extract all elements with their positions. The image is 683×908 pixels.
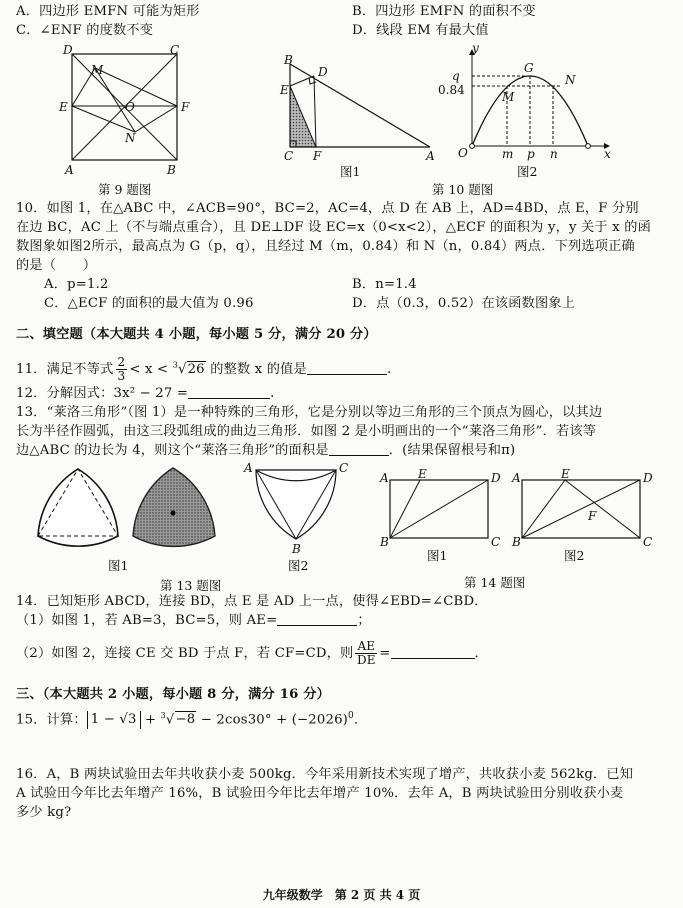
- fig14-2-caption: 图2: [564, 548, 585, 563]
- fig14-2-label-e: E: [561, 467, 570, 481]
- fig13-2-caption: 图2: [288, 558, 309, 573]
- fig10-2-label-o: O: [458, 146, 468, 160]
- fig10-1-label-f: F: [313, 149, 322, 163]
- figure-14-2: [510, 467, 653, 549]
- q9-option-a: A．四边形 EMFN 可能为矩形: [16, 4, 200, 19]
- page-footer: 九年级数学 第 2 页 共 4 页: [262, 888, 421, 902]
- q11-fraction: [116, 356, 128, 383]
- figure-13-1a: [20, 466, 120, 556]
- figure-10-2: [432, 41, 612, 164]
- fig14-1-label-e: E: [418, 467, 427, 481]
- fig10-1-label-e: E: [280, 83, 289, 97]
- fig14-caption: 第 14 题图: [464, 575, 526, 590]
- q10-line-4: 的是（ ）: [16, 258, 97, 273]
- q10-line-3: 数图象如图2所示，最高点为 G（p，q），且经过 M（m，0.84）和 N（n，0.84）两点．下列选项正确: [16, 239, 635, 254]
- fig14-1-label-a: A: [380, 471, 389, 485]
- q14-part-2: [16, 640, 488, 667]
- fig14-1-label-d: D: [491, 471, 501, 485]
- q11-suffix: 的整数 x 的值是: [210, 362, 307, 377]
- q14-part-2-end: ．: [474, 646, 488, 661]
- fig14-1-label-c: C: [491, 535, 501, 549]
- fig14-2-label-a: A: [512, 471, 521, 485]
- q10-option-d: D．点（0.3，0.52）在该函数图象上: [352, 296, 576, 311]
- q10-line-2: 在边 BC，AC 上（不与端点重合），且 DE⊥DF 设 EC=x（0<x<2），△ECF 的面积为 y，y 关于 x 的函: [16, 220, 652, 235]
- q11: 11．满足不等式 $\frac{2}{3}$ < x < $^3$√26 的整数 x 的值是 .: [16, 355, 392, 383]
- fig14-2-label-f: F: [588, 509, 597, 523]
- q13-line-3a: 边△ABC 的边长为 4，则这个“莱洛三角形”的面积是: [16, 443, 329, 458]
- q15-exponent: 0: [348, 711, 354, 721]
- fig10-1-label-c: C: [284, 149, 294, 163]
- fig10-caption: 第 10 题图: [432, 182, 494, 197]
- q14-part-1-text: （1）如图 1，若 AB=3，BC=5，则 AE=: [16, 613, 278, 628]
- fig13-2-label-c: C: [339, 461, 349, 475]
- q14-part-2-answer-blank[interactable]: [391, 645, 475, 659]
- fig14-2-label-d: D: [643, 471, 653, 485]
- fig10-2-label-m-axis: m: [502, 147, 514, 161]
- fig10-2-label-m: M: [502, 90, 515, 104]
- fig9-label-o: O: [125, 100, 135, 114]
- q11-answer-blank[interactable]: [307, 361, 387, 375]
- radical-icon: √: [165, 712, 175, 728]
- fig10-2-label-n: N: [565, 73, 576, 87]
- q14-fraction: [355, 640, 377, 667]
- q9-option-b: B．四边形 EMFN 的面积不变: [352, 4, 536, 19]
- fig13-1-caption: 图1: [108, 558, 129, 573]
- q15-root-index: 3: [160, 711, 166, 720]
- figure-13-1b: [125, 464, 225, 556]
- q11-root-index: 3: [172, 360, 178, 370]
- q12-answer-blank[interactable]: [188, 385, 270, 399]
- fig10-2-label-p: p: [527, 147, 535, 161]
- fig10-2-label-084: 0.84: [438, 83, 465, 97]
- q14-part-2-eq: =: [379, 646, 391, 661]
- fig14-2-label-b: B: [512, 535, 521, 549]
- fig9-label-b: B: [167, 163, 176, 177]
- fig14-1-label-b: B: [380, 535, 389, 549]
- q14-part-1: [16, 612, 371, 630]
- q10-line-1: 10．如图 1，在△ABC 中，∠ACB=90°，BC=2，AC=4，点 D 在 AB 上，AD=4BD，点 E，F 分别: [16, 201, 639, 216]
- radical-icon: √: [177, 362, 187, 377]
- q10-option-c: C．△ECF 的面积的最大值为 0.96: [44, 296, 254, 311]
- q11-root-body: 26: [187, 362, 205, 377]
- q15-root-body: −8: [175, 712, 196, 728]
- figure-13-2: [240, 460, 352, 560]
- q11-fraction-den: 3: [117, 369, 126, 383]
- fig10-2-label-g: G: [524, 61, 534, 75]
- q14-part-1-answer-blank[interactable]: [277, 612, 357, 626]
- q14-fraction-den: DE: [356, 653, 376, 667]
- q13-line-1: 13．“莱洛三角形”（图 1）是一种特殊的三角形，它是分别以等边三角形的三个顶点为圆心，以其边: [16, 405, 603, 420]
- fig9-label-c: C: [170, 43, 180, 57]
- figure-9: [55, 42, 205, 182]
- q10-option-a: A．p=1.2: [44, 277, 109, 292]
- fig10-2-label-n-axis: n: [550, 147, 558, 161]
- q14-stem: 14．已知矩形 ABCD，连接 BD，点 E 是 AD 上一点，使得∠EBD=∠CBD．: [16, 594, 488, 609]
- q11-fraction-num: 2: [117, 355, 126, 369]
- q13-line-2: 长为半径作圆弧，由这三段弧组成的曲边三角形．如图 2 是小明画出的一个“莱洛三角形”．若该等: [16, 424, 597, 439]
- q9-option-d: D．线段 EM 有最大值: [352, 23, 489, 38]
- figure-14-1: [378, 468, 508, 548]
- fig9-label-n: N: [125, 131, 136, 145]
- fig10-1-label-d: D: [318, 65, 328, 79]
- q15-end: ．: [353, 712, 368, 728]
- fig14-2-label-c: C: [643, 535, 653, 549]
- fig9-caption: 第 9 题图: [98, 182, 152, 197]
- figure-10-1: [280, 52, 440, 164]
- q13-answer-blank[interactable]: [329, 442, 389, 456]
- q12: 12．分解因式：3x² − 27 = .: [16, 386, 275, 401]
- q10-option-b: B．n=1.4: [352, 277, 417, 292]
- fig10-2-label-q: q: [452, 69, 460, 83]
- fig13-caption: 第 13 题图: [160, 578, 222, 593]
- fig9-label-a: A: [65, 163, 74, 177]
- q15-rest: − 2cos30° + (−2026): [200, 712, 349, 728]
- fig9-label-e: E: [59, 100, 68, 114]
- section-2-heading: 二、填空题（本大题共 4 小题，每小题 5 分，满分 20 分）: [16, 327, 377, 342]
- q12-text: 12．分解因式：3x² − 27 =: [16, 386, 189, 401]
- fig9-label-m: M: [91, 63, 104, 77]
- q13-line-3b: ．(结果保留根号和π): [388, 443, 516, 458]
- fig10-2-label-x: x: [604, 147, 611, 161]
- fig10-1-caption: 图1: [340, 164, 361, 179]
- q14-part-2-text: （2）如图 2，连接 CE 交 BD 于点 F，若 CF=CD，则: [16, 646, 354, 661]
- q15: [16, 707, 367, 729]
- fig10-1-label-a: A: [426, 149, 435, 163]
- q11-mid: < x <: [129, 362, 169, 377]
- q11-prefix: 11．满足不等式: [16, 362, 114, 377]
- fig10-1-label-b: B: [284, 53, 293, 67]
- q15-plus: +: [144, 712, 157, 728]
- fig9-label-d: D: [63, 43, 73, 57]
- fig14-1-caption: 图1: [427, 548, 448, 563]
- section-3-heading: 三、（本大题共 2 小题，每小题 8 分，满分 16 分）: [16, 687, 331, 702]
- fig13-2-label-a: A: [244, 461, 253, 475]
- q15-abs: 1 − √3: [87, 711, 141, 729]
- fig13-2-label-b: B: [292, 542, 301, 556]
- q16-line-1: 16．A，B 两块试验田去年共收获小麦 500kg．今年采用新技术实现了增产，共收获小麦 562kg．已知: [16, 767, 634, 782]
- q14-part-1-end: ；: [357, 613, 371, 628]
- q13-line-3: [16, 442, 515, 460]
- fig10-2-caption: 图2: [517, 164, 538, 179]
- fig9-label-f: F: [181, 100, 190, 114]
- q14-fraction-num: AE: [357, 639, 376, 653]
- q9-option-c: C．∠ENF 的度数不变: [16, 23, 154, 38]
- fig10-2-label-y: y: [472, 41, 479, 55]
- q16-line-3: 多少 kg?: [16, 805, 72, 820]
- q15-prefix: 15．计算：: [16, 712, 87, 728]
- q16-line-2: A 试验田今年比去年增产 16%，B 试验田今年比去年增产 10%．去年 A，B 两块试验田分别收获小麦: [16, 786, 624, 801]
